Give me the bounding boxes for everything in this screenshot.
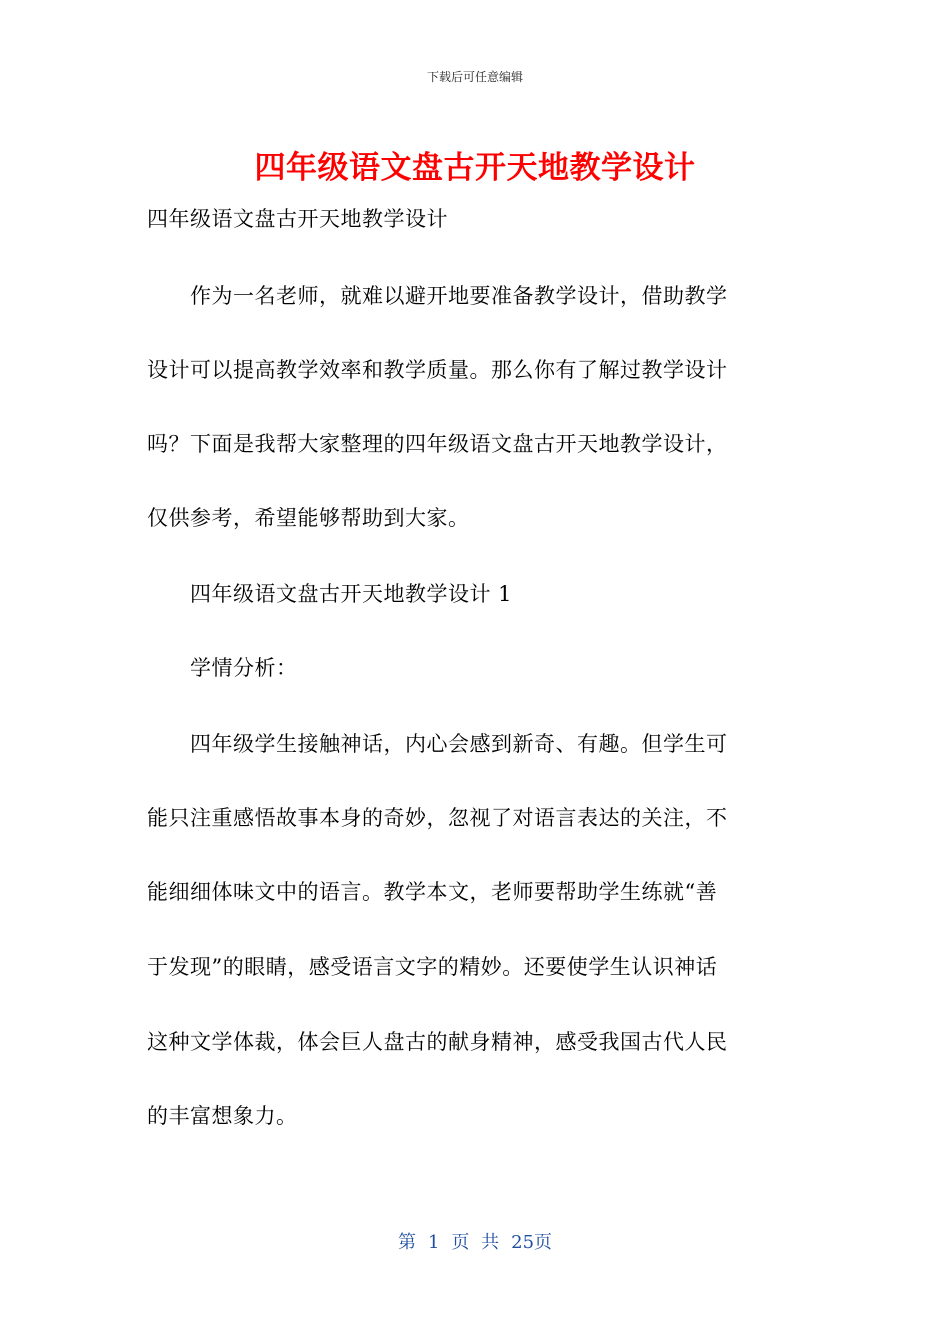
document-title: 四年级语文盘古开天地教学设计 bbox=[254, 150, 696, 186]
paragraph-line: 四年级学生接触神话，内心会感到新奇、有趣。但学生可 bbox=[147, 732, 728, 756]
paragraph-line: 设计可以提高教学效率和教学质量。那么你有了解过教学设计 bbox=[147, 358, 728, 382]
paragraph-line: 能只注重感悟故事本身的奇妙，忽视了对语言表达的关注，不 bbox=[147, 806, 728, 830]
paragraph-line: 能细细体味文中的语言。教学本文，老师要帮助学生练就“善 bbox=[147, 880, 718, 904]
paragraph-line: 于发现”的眼睛，感受语言文字的精妙。还要使学生认识神话 bbox=[147, 955, 718, 979]
paragraph-line: 吗？下面是我帮大家整理的四年级语文盘古开天地教学设计， bbox=[147, 432, 728, 456]
paragraph-line: 作为一名老师，就难以避开地要准备教学设计，借助教学 bbox=[147, 284, 728, 308]
page-footer bbox=[0, 1228, 950, 1254]
footer-current-page: 1 bbox=[427, 1232, 440, 1253]
section-heading: 学情分析： bbox=[147, 656, 298, 680]
paragraph-line: 仅供参考，希望能够帮助到大家。 bbox=[147, 506, 470, 530]
document-subtitle: 四年级语文盘古开天地教学设计 bbox=[147, 207, 448, 231]
footer-label-of: 页 共 bbox=[451, 1232, 500, 1253]
section-heading: 四年级语文盘古开天地教学设计 1 bbox=[147, 582, 513, 606]
header-note: 下载后可任意编辑 bbox=[426, 70, 523, 84]
paragraph-line: 的丰富想象力。 bbox=[147, 1104, 298, 1128]
footer-label-page: 第 bbox=[397, 1232, 416, 1253]
paragraph-line: 这种文学体裁，体会巨人盘古的献身精神，感受我国古代人民 bbox=[147, 1030, 728, 1054]
footer-total-pages: 25页 bbox=[511, 1232, 553, 1253]
